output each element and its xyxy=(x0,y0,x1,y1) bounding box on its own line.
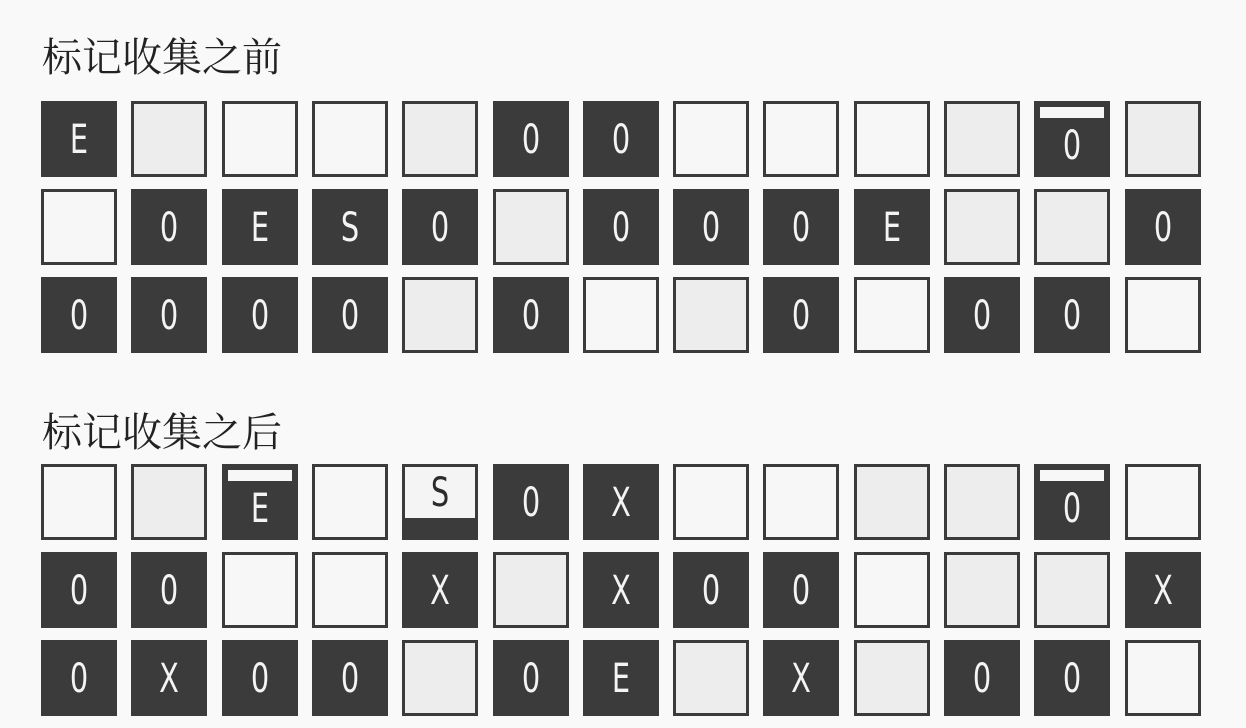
after-cell-r2-c9 xyxy=(763,552,839,628)
before-cell-r2-c3 xyxy=(222,189,298,265)
after-cell-r1-c10 xyxy=(854,464,930,540)
before-cell-r2-c12 xyxy=(1034,189,1110,265)
cell-label: 0 xyxy=(701,205,721,251)
after-cell-r2-c3 xyxy=(222,552,298,628)
before-cell-r1-c12 xyxy=(1034,101,1110,177)
cell-label: X xyxy=(611,480,631,526)
after-cell-r2-c8 xyxy=(673,552,749,628)
after-cell-r1-c5 xyxy=(402,464,478,540)
before-cell-r3-c4 xyxy=(312,277,388,353)
cell-label: 0 xyxy=(521,656,541,702)
after-cell-r1-c12 xyxy=(1034,464,1110,540)
cell-label: 0 xyxy=(69,656,89,702)
cell-label: 0 xyxy=(611,117,631,163)
after-cell-r1-c3 xyxy=(222,464,298,540)
after-cell-r3-c10 xyxy=(854,640,930,716)
cell-label: 0 xyxy=(521,117,541,163)
title-before: 标记收集之前 xyxy=(42,35,282,81)
cell-label: 0 xyxy=(972,293,992,339)
after-cell-r2-c12 xyxy=(1034,552,1110,628)
cell-label: X xyxy=(791,656,811,702)
cell-label: 0 xyxy=(159,568,179,614)
after-cell-r3-c7 xyxy=(583,640,659,716)
before-cell-r3-c13 xyxy=(1125,277,1201,353)
cell-label: 0 xyxy=(430,205,450,251)
before-cell-r3-c8 xyxy=(673,277,749,353)
cell-label: 0 xyxy=(69,293,89,339)
before-cell-r2-c11 xyxy=(944,189,1020,265)
cell-label: X xyxy=(430,568,450,614)
after-cell-r2-c4 xyxy=(312,552,388,628)
after-cell-r2-c1 xyxy=(41,552,117,628)
before-cell-r3-c10 xyxy=(854,277,930,353)
cell-label: 0 xyxy=(250,293,270,339)
after-cell-r1-c8 xyxy=(673,464,749,540)
before-cell-r3-c2 xyxy=(131,277,207,353)
after-cell-r3-c9 xyxy=(763,640,839,716)
before-cell-r2-c9 xyxy=(763,189,839,265)
cell-label: 0 xyxy=(250,656,270,702)
after-cell-r2-c6 xyxy=(493,552,569,628)
after-cell-r2-c7 xyxy=(583,552,659,628)
cell-label: S xyxy=(340,205,360,251)
cell-label: 0 xyxy=(791,293,811,339)
cell-label: E xyxy=(250,486,270,532)
after-cell-r3-c12 xyxy=(1034,640,1110,716)
before-cell-r1-c1 xyxy=(41,101,117,177)
cell-label: S xyxy=(430,470,450,516)
cell-label: 0 xyxy=(791,568,811,614)
after-cell-r2-c5 xyxy=(402,552,478,628)
after-cell-r1-c13 xyxy=(1125,464,1201,540)
cell-label: 0 xyxy=(1153,205,1173,251)
before-cell-r2-c2 xyxy=(131,189,207,265)
after-cell-r2-c11 xyxy=(944,552,1020,628)
before-cell-r3-c12 xyxy=(1034,277,1110,353)
after-cell-r3-c5 xyxy=(402,640,478,716)
cell-label: 0 xyxy=(69,568,89,614)
before-cell-r2-c10 xyxy=(854,189,930,265)
after-cell-r2-c2 xyxy=(131,552,207,628)
before-cell-r3-c1 xyxy=(41,277,117,353)
before-cell-r1-c4 xyxy=(312,101,388,177)
cell-label: E xyxy=(69,117,89,163)
before-cell-r2-c1 xyxy=(41,189,117,265)
before-cell-r3-c3 xyxy=(222,277,298,353)
after-cell-r2-c13 xyxy=(1125,552,1201,628)
before-cell-r3-c7 xyxy=(583,277,659,353)
after-cell-r2-c10 xyxy=(854,552,930,628)
title-after: 标记收集之后 xyxy=(42,410,282,456)
after-cell-r3-c11 xyxy=(944,640,1020,716)
after-cell-r1-c9 xyxy=(763,464,839,540)
after-cell-r3-c1 xyxy=(41,640,117,716)
after-cell-r3-c2 xyxy=(131,640,207,716)
before-cell-r2-c4 xyxy=(312,189,388,265)
cell-label: 0 xyxy=(1062,486,1082,532)
before-cell-r1-c11 xyxy=(944,101,1020,177)
after-cell-r1-c11 xyxy=(944,464,1020,540)
cell-label: E xyxy=(882,205,902,251)
cell-label: 0 xyxy=(701,568,721,614)
after-cell-r3-c6 xyxy=(493,640,569,716)
cell-label: E xyxy=(250,205,270,251)
before-cell-r2-c7 xyxy=(583,189,659,265)
before-cell-r2-c13 xyxy=(1125,189,1201,265)
before-cell-r3-c5 xyxy=(402,277,478,353)
after-cell-r3-c13 xyxy=(1125,640,1201,716)
after-cell-r1-c2 xyxy=(131,464,207,540)
before-cell-r1-c10 xyxy=(854,101,930,177)
cell-label: 0 xyxy=(340,293,360,339)
before-cell-r2-c8 xyxy=(673,189,749,265)
after-cell-r1-c1 xyxy=(41,464,117,540)
after-cell-r1-c7 xyxy=(583,464,659,540)
before-cell-r3-c9 xyxy=(763,277,839,353)
cell-label: 0 xyxy=(611,205,631,251)
after-cell-r3-c4 xyxy=(312,640,388,716)
before-cell-r1-c8 xyxy=(673,101,749,177)
before-cell-r2-c5 xyxy=(402,189,478,265)
after-cell-r3-c8 xyxy=(673,640,749,716)
before-cell-r1-c7 xyxy=(583,101,659,177)
cell-label: X xyxy=(1153,568,1173,614)
cell-label: 0 xyxy=(159,293,179,339)
before-cell-r3-c11 xyxy=(944,277,1020,353)
before-cell-r1-c9 xyxy=(763,101,839,177)
cell-label: 0 xyxy=(972,656,992,702)
after-cell-r1-c4 xyxy=(312,464,388,540)
cell-label: 0 xyxy=(1062,656,1082,702)
cell-label: X xyxy=(611,568,631,614)
cell-label: X xyxy=(159,656,179,702)
cell-label: 0 xyxy=(521,480,541,526)
cell-label: 0 xyxy=(791,205,811,251)
before-cell-r1-c3 xyxy=(222,101,298,177)
cell-label: 0 xyxy=(1062,123,1082,169)
cell-label: E xyxy=(611,656,631,702)
before-cell-r3-c6 xyxy=(493,277,569,353)
before-cell-r2-c6 xyxy=(493,189,569,265)
after-cell-r1-c6 xyxy=(493,464,569,540)
cell-label: 0 xyxy=(1062,293,1082,339)
before-cell-r1-c2 xyxy=(131,101,207,177)
before-cell-r1-c13 xyxy=(1125,101,1201,177)
cell-label: 0 xyxy=(159,205,179,251)
before-cell-r1-c5 xyxy=(402,101,478,177)
cell-label: 0 xyxy=(521,293,541,339)
before-cell-r1-c6 xyxy=(493,101,569,177)
after-cell-r3-c3 xyxy=(222,640,298,716)
cell-label: 0 xyxy=(340,656,360,702)
